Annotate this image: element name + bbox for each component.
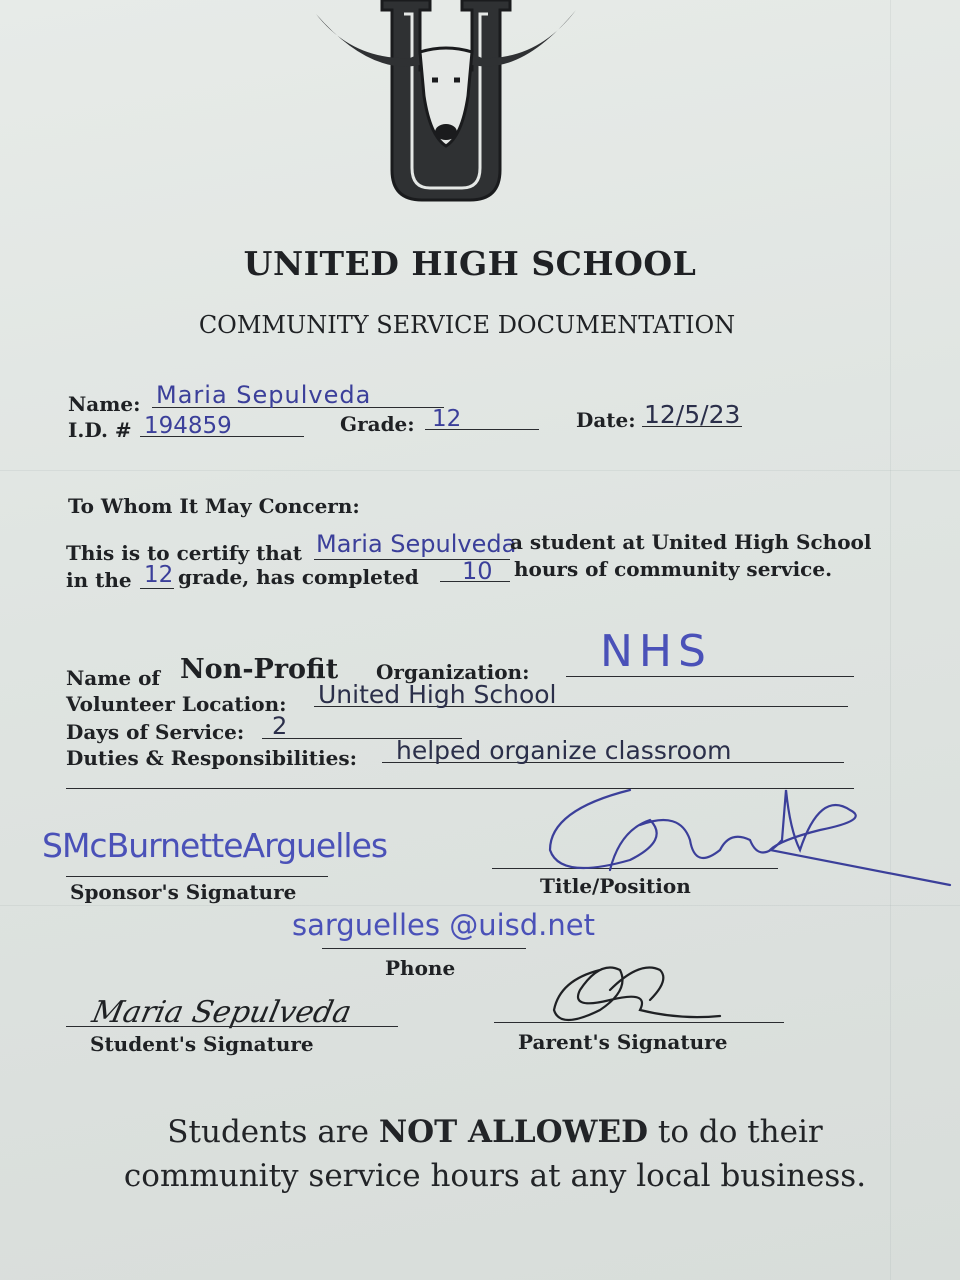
name-label: Name: bbox=[68, 392, 141, 416]
name-of-label: Name of bbox=[66, 666, 161, 690]
notice-line-2: community service hours at any local business. bbox=[123, 1158, 867, 1194]
grade-inline-line bbox=[140, 588, 174, 589]
line2-prefix: in the bbox=[66, 568, 132, 592]
days-label: Days of Service: bbox=[66, 720, 245, 744]
sponsor-scribble-signature bbox=[520, 770, 960, 900]
id-value: 194859 bbox=[144, 413, 232, 439]
location-label: Volunteer Location: bbox=[66, 692, 287, 716]
svg-text:Maria Sepulveda: Maria Sepulveda bbox=[88, 995, 355, 1030]
certify-mid: a student at United High School bbox=[510, 530, 872, 554]
parent-signature bbox=[540, 950, 740, 1030]
organization-value: NHS bbox=[600, 626, 712, 677]
salutation: To Whom It May Concern: bbox=[68, 494, 360, 518]
background-line bbox=[0, 905, 960, 906]
certify-student-name: Maria Sepulveda bbox=[316, 530, 517, 558]
grade-label: Grade: bbox=[340, 412, 415, 436]
notice-line-1c: to do their bbox=[648, 1114, 823, 1150]
line2-suffix: hours of community service. bbox=[514, 557, 833, 581]
sponsor-email: sarguelles @uisd.net bbox=[292, 908, 595, 942]
name-value: Maria Sepulveda bbox=[156, 381, 372, 409]
student-signature-label: Student's Signature bbox=[90, 1032, 314, 1056]
student-signature bbox=[88, 978, 355, 1038]
background-line bbox=[890, 0, 891, 1280]
longhorn-u-logo bbox=[312, 0, 580, 205]
sponsor-written-name: SMcBurnetteArguelles bbox=[42, 826, 388, 865]
background-line bbox=[0, 470, 960, 471]
days-value: 2 bbox=[272, 712, 288, 740]
sponsor-signature-label: Sponsor's Signature bbox=[70, 880, 297, 904]
phone-label: Phone bbox=[385, 956, 456, 980]
title-position-label: Title/Position bbox=[540, 874, 691, 898]
parent-signature-line bbox=[494, 1022, 784, 1023]
grade-inline: 12 bbox=[144, 562, 174, 588]
date-label: Date: bbox=[576, 408, 636, 432]
duties-value: helped organize classroom bbox=[396, 736, 732, 765]
school-title: UNITED HIGH SCHOOL bbox=[243, 244, 697, 283]
nonprofit-label: Non-Profit bbox=[180, 654, 339, 685]
phone-line bbox=[322, 948, 526, 949]
notice-line-1 bbox=[0, 1114, 960, 1150]
organization-label: Organization: bbox=[376, 660, 530, 684]
student-signature-line bbox=[66, 1026, 398, 1027]
sponsor-signature-line bbox=[66, 876, 328, 877]
parent-signature-label: Parent's Signature bbox=[518, 1030, 728, 1054]
date-value: 12/5/23 bbox=[644, 400, 741, 429]
document-subtitle: COMMUNITY SERVICE DOCUMENTATION bbox=[198, 311, 736, 339]
line2-mid: grade, has completed bbox=[178, 565, 419, 589]
duties-label: Duties & Responsibilities: bbox=[66, 746, 357, 770]
notice-line-1a: Students are bbox=[167, 1114, 379, 1150]
id-label: I.D. # bbox=[68, 418, 132, 442]
hours-value: 10 bbox=[462, 557, 493, 585]
location-value: United High School bbox=[318, 680, 557, 709]
notice-emphasis: NOT ALLOWED bbox=[378, 1114, 649, 1150]
grade-value: 12 bbox=[432, 406, 462, 432]
certify-prefix: This is to certify that bbox=[66, 541, 303, 565]
